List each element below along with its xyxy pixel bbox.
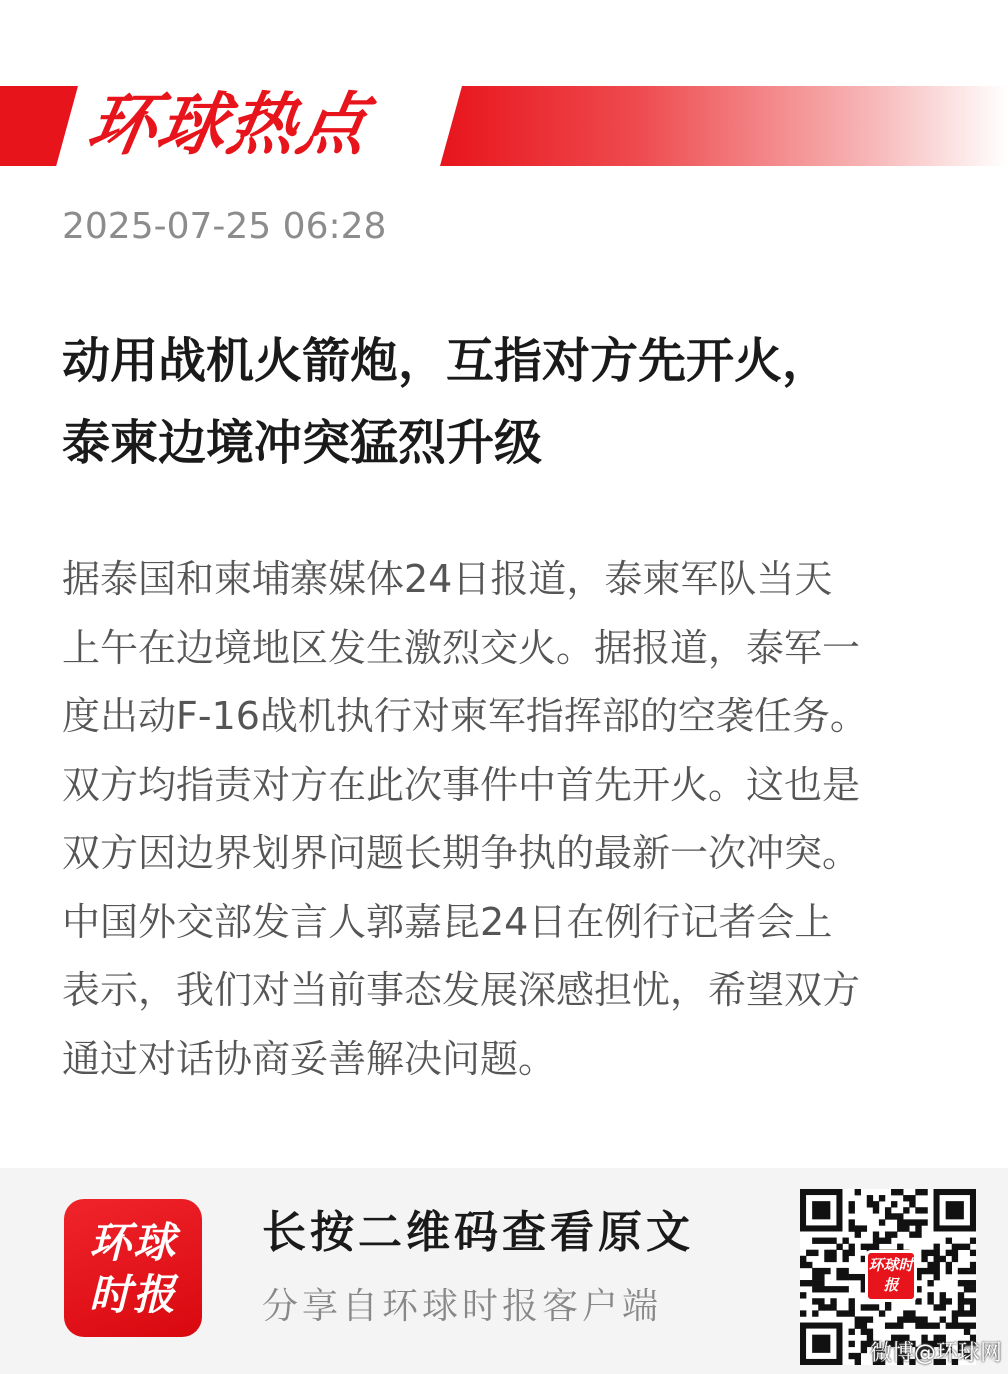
cta-primary-text: 长按二维码查看原文	[262, 1207, 694, 1258]
app-logo-text: 环球时报	[88, 1218, 177, 1319]
article-body	[62, 545, 962, 1093]
body-line: 中国外交部发言人郭嘉昆24日在例行记者会上	[62, 899, 833, 944]
banner-left-stripe	[0, 86, 78, 166]
body-line: 表示，我们对当前事态发展深感担忧，希望双方	[62, 968, 861, 1012]
body-line: 通过对话协商妥善解决问题。	[62, 1036, 557, 1081]
body-line: 双方因边界划界问题长期争执的最新一次冲突。	[62, 831, 861, 875]
cta-secondary-text: 分享自环球时报客户端	[262, 1286, 663, 1327]
article-headline	[62, 320, 962, 484]
body-line: 度出动F-16战机执行对柬军指挥部的空袭任务。	[62, 694, 868, 738]
publish-timestamp: 2025-07-25 06:28	[62, 206, 387, 247]
body-line: 双方均指责对方在此次事件中首先开火。这也是	[62, 762, 861, 807]
share-footer	[0, 1168, 1008, 1374]
app-logo	[64, 1199, 202, 1337]
banner-gradient-stripe	[440, 86, 1008, 166]
qr-center-logo	[865, 1250, 917, 1302]
banner-title: 环球热点	[81, 86, 376, 165]
headline-line: 动用战机火箭炮，互指对方先开火，	[62, 333, 831, 389]
headline-line: 泰柬边境冲突猛烈升级	[62, 415, 543, 471]
weibo-watermark: 微博@环球网	[869, 1341, 1002, 1366]
header-banner	[0, 86, 1008, 166]
body-line: 上午在边境地区发生激烈交火。据报道，泰军一	[62, 625, 861, 670]
body-line: 据泰国和柬埔寨媒体24日报道，泰柬军队当天	[62, 557, 833, 601]
qr-center-logo-text: 环球时报	[868, 1256, 914, 1294]
